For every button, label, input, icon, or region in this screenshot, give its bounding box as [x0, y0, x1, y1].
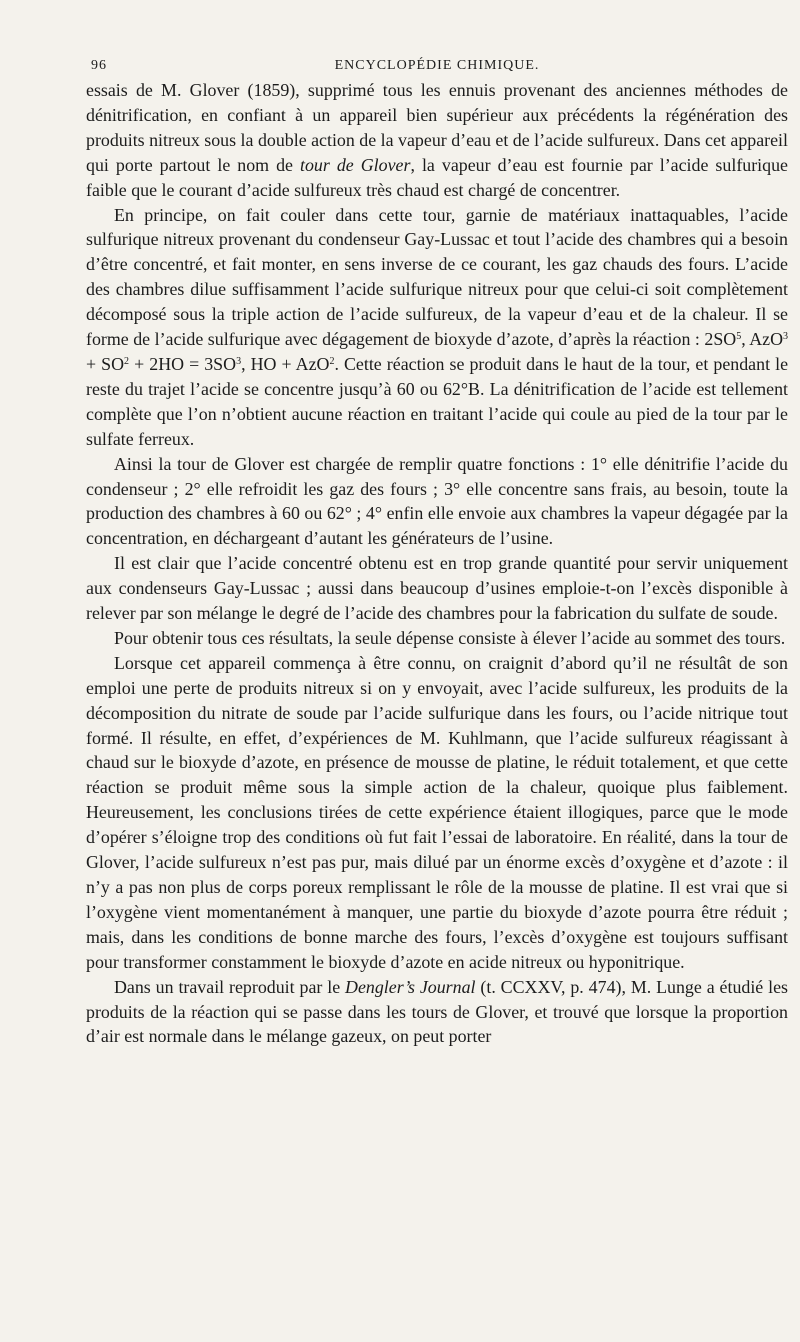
text-run: . Cette réaction se produit dans le haut de la tour, et pendant le reste du trajet l’acide se concentre jusqu’à 60 ou 62°B. La dénitrification de l’acide est tellement complète que l’on n’obtient aucune réaction en traitant l’acide qui coule au pied de la tour par le sulfate ferreux. — [86, 353, 789, 449]
text-run: + 2HO = 3SO — [129, 353, 237, 374]
text-run: , HO + AzO — [241, 353, 330, 374]
text-run: Dans un travail reproduit par le — [114, 976, 346, 997]
paragraph-kuhlmann: Lorsque cet appareil commença à être connu, on craignit d’abord qu’il ne résultât de son emploi une perte de produits nitreux si on y envoyait, avec l’acide sulfureux, les produits de la décomposition du nitrate de soude par l’acide sulfurique dans les fours, ou l’acide nitrique tout formé. Il résulte, en effet, d’expériences de M. Kuhlmann, que l’acide sulfureux réagissant à chaud sur le bioxyde d’azote, en présence de mousse de platine, le réduit totalement, et que cette réaction se produit même sous la simple action de la chaleur, quoique plus faiblement. Heureusement, les conclusions tirées de cette expérience étaient illogiques, parce que le mode d’opérer s’éloigne trop des conditions où fut fait l’essai de laboratoire. En réalité, dans la tour de Glover, l’acide sulfureux n’est pas pur, mais dilué par un énorme excès d’oxygène et d’azote : il n’y a pas non plus de corps poreux remplissant le rôle de la mousse de platine. Il est vrai que si l’oxygène vient momentanément à manquer, une partie du bioxyde d’azote pourra être réduit ; mais, dans les conditions de bonne marche des fours, l’excès d’oxygène est toujours suffisant pour transformer constamment le bioxyde d’azote en acide nitreux ou hyponitrique. — [86, 652, 788, 972]
superscript: 3 — [236, 355, 242, 367]
body-text — [86, 78, 788, 1049]
paragraph-excess-acid: Il est clair que l’acide concentré obtenu est en trop grande quantité pour servir uniquement aux condenseurs Gay-Lussac ; aussi dans beaucoup d’usines emploie-t-on l’excès disponible à relever par son mélange le degré de l’acide des chambres pour la fabrication du sulfate de soude. — [86, 553, 788, 624]
superscript: 2 — [124, 355, 130, 367]
page-number: 96 — [91, 58, 107, 73]
paragraph-four-functions: Ainsi la tour de Glover est chargée de remplir quatre fonctions : 1° elle dénitrifie l’acide du condenseur ; 2° elle refroidit les gaz des fours ; 3° elle concentre sans frais, au besoin, toute la production des chambres à 60 ou 62° ; 4° enfin elle envoie aux chambres la vapeur dégagée par la concentration, en déchargeant d’autant les générateurs de l’usine. — [86, 453, 788, 549]
superscript: 2 — [329, 355, 335, 367]
italic-journal-title: Dengler’s Journal — [345, 976, 476, 997]
paragraph-cost: Pour obtenir tous ces résultats, la seule dépense consiste à élever l’acide au sommet des tours. — [114, 627, 786, 648]
running-title: ENCYCLOPÉDIE CHIMIQUE. — [334, 58, 540, 73]
paragraph-principle — [86, 203, 788, 452]
text-run: + SO — [86, 353, 125, 374]
text-run: En principe, on fait couler dans cette tour, garnie de matériaux inattaquables, l’acide sulfurique nitreux provenant du condenseur Gay-Lussac et tout l’acide des chambres qui a besoin d’être concentré, et fait monter, en sens inverse de ce courant, les gaz chauds des fours. L’acide des chambres dilue suffisamment l’acide sulfurique nitreux pour que celui-ci soit complètement décomposé sous la triple action de l’acide sulfureux, de la vapeur d’eau et de la chaleur. Il se forme de l’acide sulfurique avec dégagement de bioxyde d’azote, d’après la réaction : 2SO — [86, 204, 788, 350]
text-run: (t. CCXXV, p. 474), M. Lunge a étudié les produits de la réaction qui se passe dans les tours de Glover, et trouvé que lorsque la proportion d’air est normale dans le mélange gazeux, on peut porter — [86, 976, 789, 1047]
italic-term: tour de Glover — [300, 154, 411, 175]
text-run: essais de M. Glover (1859), supprimé tous les ennuis provenant des anciennes méthodes de dénitrification, en confiant à un appareil bien supérieur aux précédents la régénération des produits nitreux sous la double action de la vapeur d’eau et de l’acide sulfureux. Dans cet appareil qui porte partout le nom de — [86, 80, 788, 175]
text-run: , la vapeur d’eau est fournie par l’acide sulfurique faible que le courant d’acide sulfureux très chaud est chargé de concentrer. — [86, 154, 788, 200]
paragraph-glover-intro — [86, 78, 788, 203]
superscript: 3 — [783, 331, 788, 343]
superscript: 5 — [736, 331, 742, 343]
paragraph-lunge — [86, 975, 788, 1050]
page-header — [86, 52, 788, 78]
text-run: , AzO — [741, 329, 783, 350]
